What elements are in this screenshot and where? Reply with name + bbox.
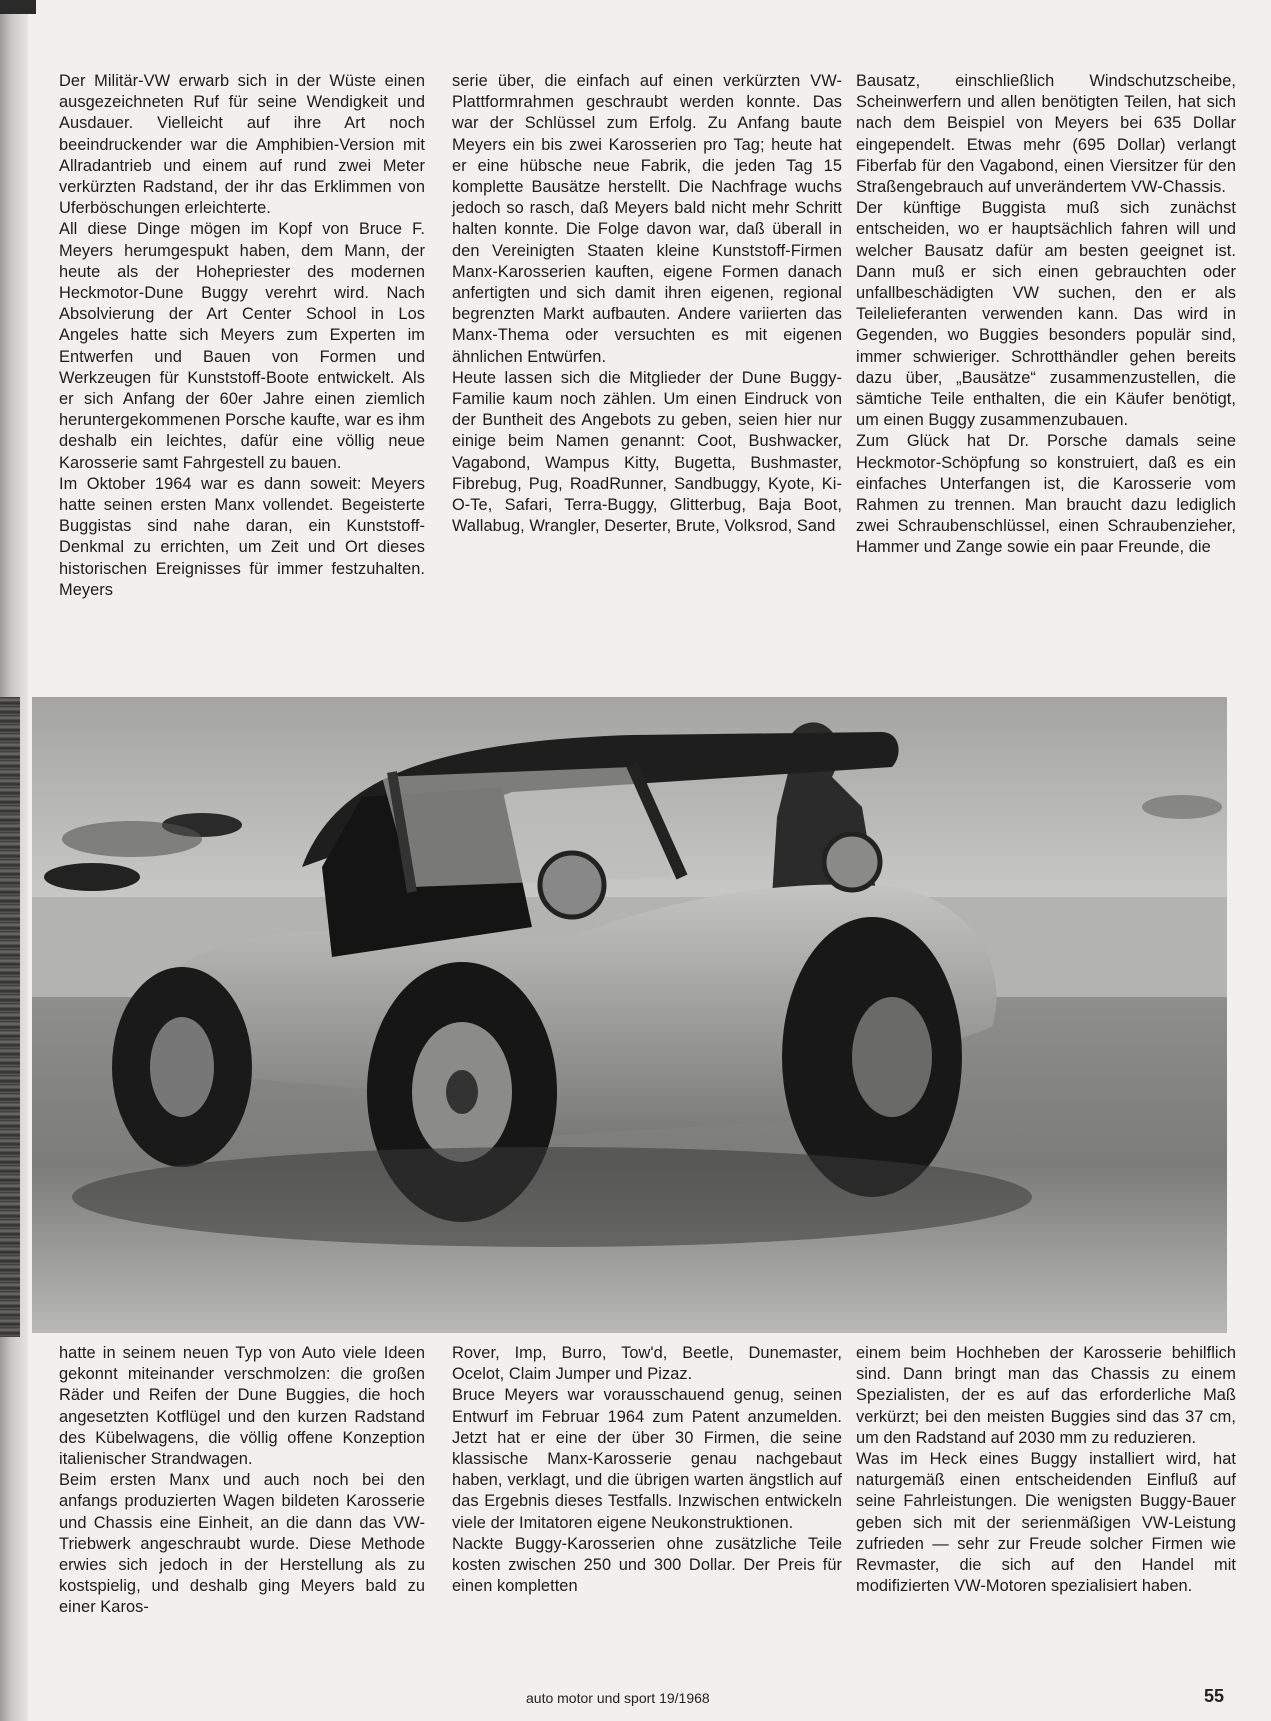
paragraph: Bausatz, einschließlich Windschutzscheibe, Scheinwerfern und allen benötigten Teilen, hat sich nach dem Beispiel von Meyers bei 635 Dollar eingependelt. Etwas mehr (695 Dollar) verlangt Fiberfab für den Vagabond, einen Viersitzer für den Straßengebrauch auf unverändertem VW-Chassis. [856,72,1236,197]
paragraph: hatte in seinem neuen Typ von Auto viele Ideen gekonnt miteinander verschmolzen: die großen Räder und Reifen der Dune Buggies, die hoch angesetzten Kotflügel und den kurzen Radstand des Kübelwagens, die völlig offene Konzeption italienischer Strandwagen. [59,1344,425,1469]
paragraph: Zum Glück hat Dr. Porsche damals seine Heckmotor-Schöpfung so konstruiert, daß es ein einfaches Unterfangen ist, die Karosserie vom Rahmen zu trennen. Man braucht dazu lediglich zwei Schraubenschlüssel, einen Schraubenzieher, Hammer und Zange sowie ein paar Freunde, die [856,432,1236,557]
column-top-2 [452,71,842,537]
adjacent-page-photo-edge [0,697,20,1337]
column-top-3 [856,71,1236,559]
column-bottom-1 [59,1343,425,1619]
paragraph: Rover, Imp, Burro, Tow'd, Beetle, Dunemaster, Ocelot, Claim Jumper und Pizaz. [452,1344,842,1384]
paragraph: Was im Heck eines Buggy installiert wird, hat naturgemäß einen entscheidenden Einfluß auf seine Fahrleistungen. Die wenigsten Buggy-Bauer geben sich mit der serienmäßigen VW-Leistung zufrieden — sehr zur Freude solcher Firmen wie Revmaster, die sich auf den Handel mit modifizierten VW-Motoren spezialisiert haben. [856,1450,1236,1596]
column-top-1 [59,71,425,601]
page-number: 55 [1204,1686,1225,1706]
dune-buggy-photo [32,697,1227,1333]
paragraph: Der künftige Buggista muß sich zunächst entscheiden, wo er hauptsächlich fahren will und welcher Bausatz dafür am besten geeignet ist. Dann muß er sich einen gebrauchten oder unfallbeschädigten VW suchen, den er als Teilelieferanten verwenden kann. Das wird in Gegenden, wo Buggies besonders populär sind, immer schwieriger. Schrotthändler gehen bereits dazu über, „Bausätze“ zusammenzustellen, die sämtiche Teile enthalten, die ein Käufer benötigt, um einen Buggy zusammenzubauen. [856,199,1236,430]
paragraph: Heute lassen sich die Mitglieder der Dune Buggy-Familie kaum noch zählen. Um einen Eindruck von der Buntheit des Angebots zu geben, seien hier nur einige beim Namen genannt: Coot, Bushwacker, Vagabond, Wampus Kitty, Bugetta, Bushmaster, Fibrebug, Pug, RoadRunner, Sandbuggy, Kyote, Ki-O-Te, Safari, Terra-Buggy, Glitterbug, Baja Boot, Wallabug, Wrangler, Deserter, Brute, Volksrod, Sand [452,368,842,536]
spine-shadow [0,0,36,14]
photo-illustration [32,697,1227,1333]
paragraph: Nackte Buggy-Karosserien ohne zusätzliche Teile kosten zwischen 250 und 300 Dollar. Der Preis für einen kompletten [452,1534,842,1596]
column-bottom-3 [856,1343,1236,1597]
paragraph: All diese Dinge mögen im Kopf von Bruce F. Meyers herumgespukt haben, dem Mann, der heute als der Hohepriester des modernen Heckmotor-Dune Buggy verehrt wird. Nach Absolvierung der Art Center School in Los Angeles hatte sich Meyers zum Experten im Entwerfen und Bauen von Formen und Werkzeugen für Kunststoff-Boote entwickelt. Als er sich Anfang der 60er Jahre einen ziemlich heruntergekommenen Porsche kaufte, war es ihm deshalb ein leichtes, dafür eine völlig neue Karosserie samt Fahrgestell zu bauen. [59,220,425,472]
paragraph: Beim ersten Manx und auch noch bei den anfangs produzierten Wagen bildeten Karosserie und Chassis eine Einheit, an die dann das VW-Triebwerk angeschraubt wurde. Diese Methode erwies sich jedoch in der Herstellung als zu kostspielig, und deshalb ging Meyers bald zu einer Karos- [59,1471,425,1617]
paragraph: einem beim Hochheben der Karosserie behilflich sind. Dann bringt man das Chassis zu einem Spezialisten, der es auf das erforderliche Maß verkürzt; bei den meisten Buggies sind das 37 cm, um den Radstand auf 2030 mm zu reduzieren. [856,1344,1236,1447]
paragraph: Im Oktober 1964 war es dann soweit: Meyers hatte seinen ersten Manx vollendet. Begeisterte Buggistas sind nahe daran, ein Kunststoff-Denkmal zu errichten, um Zeit und Ort dieses historischen Ereignisses für immer festzuhalten. Meyers [59,474,425,599]
column-bottom-2 [452,1343,842,1597]
paragraph: Bruce Meyers war vorausschauend genug, seinen Entwurf im Februar 1964 zum Patent anzumelden. Jetzt hat er eine der über 30 Firmen, die seine klassische Manx-Karosserie genau nachgebaut haben, verklagt, und die übrigen warten ängstlich auf das Ergebnis dieses Testfalls. Inzwischen entwickeln viele der Imitatoren eigene Neukonstruktionen. [452,1386,842,1532]
paragraph: serie über, die einfach auf einen verkürzten VW-Plattformrahmen geschraubt werden konnte. Das war der Schlüssel zum Erfolg. Zu Anfang baute Meyers ein bis zwei Karosserien pro Tag; heute hat er eine hübsche neue Fabrik, die jeden Tag 15 komplette Bausätze herstellt. Die Nachfrage wuchs jedoch so rasch, daß Meyers bald nicht mehr Schritt halten konnte. Die Folge davon war, daß überall in den Vereinigten Staaten kleine Kunststoff-Firmen Manx-Karosserien kauften, eigene Formen danach anfertigten und sich damit ihren eigenen, regional begrenzten Markt aufbauten. Andere variierten das Manx-Thema oder versuchten es mit eigenen ähnlichen Entwürfen. [452,72,842,366]
publication-footer: auto motor und sport 19/1968 [526,1690,710,1706]
paragraph: Der Militär-VW erwarb sich in der Wüste einen ausgezeichneten Ruf für seine Wendigkeit und Ausdauer. Vielleicht auf ihre Art noch beeindruckender war die Amphibien-Version mit Allradantrieb und einem auf rund zwei Meter verkürzten Radstand, der ihr das Erklimmen von Uferböschungen erleichterte. [59,72,425,218]
